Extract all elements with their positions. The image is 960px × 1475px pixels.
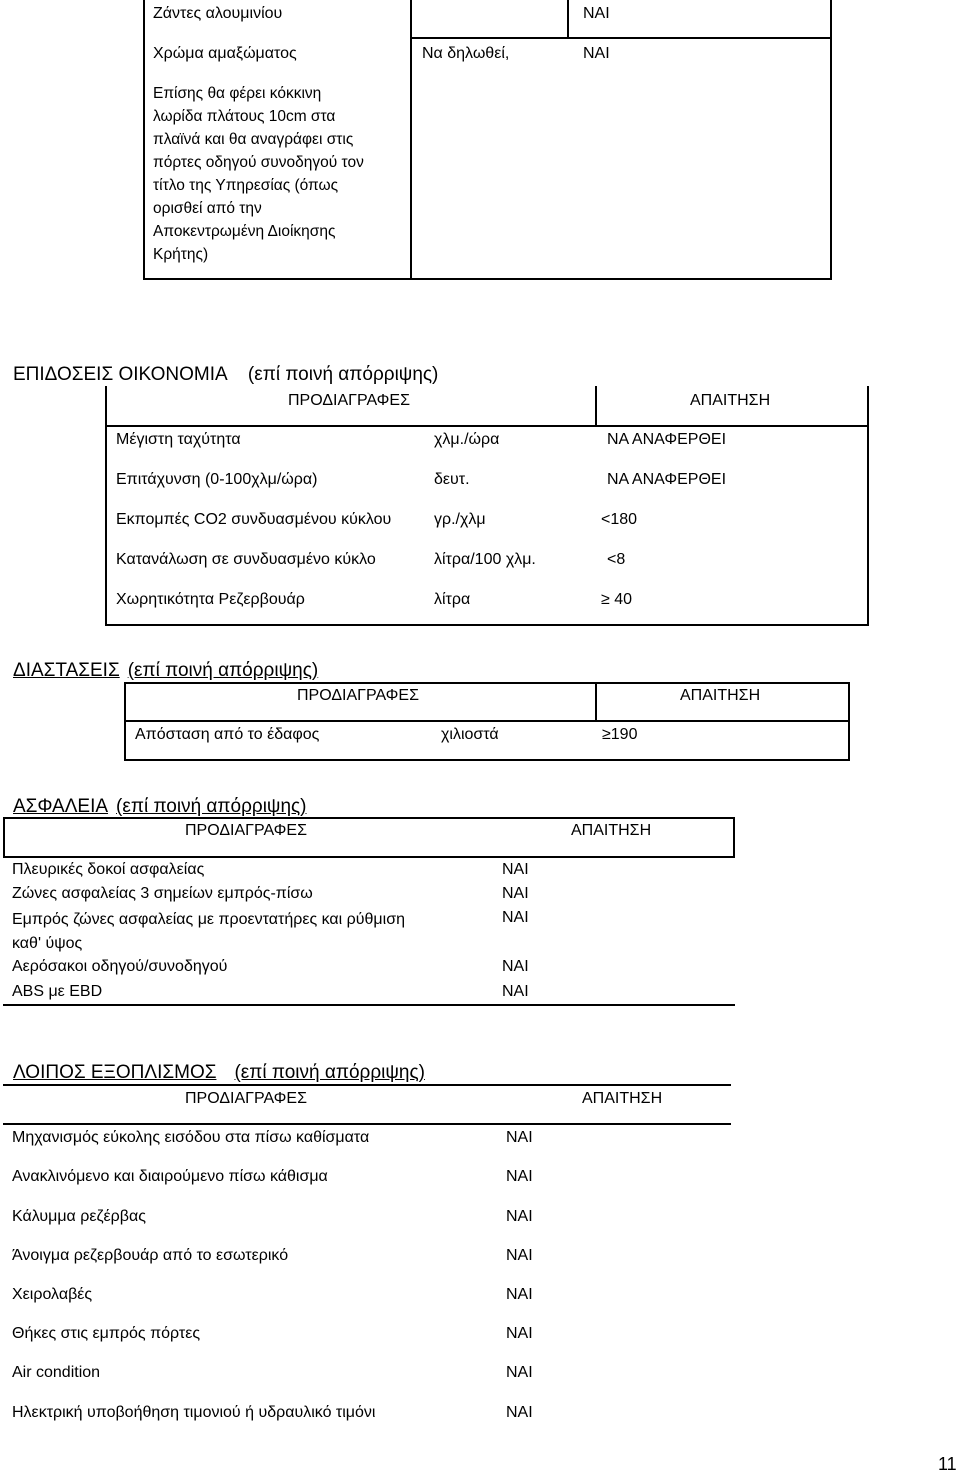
top-row-2-value: ΝΑΙ bbox=[583, 45, 610, 62]
economy-header-divider bbox=[105, 425, 869, 427]
economy-title: ΕΠΙΔΟΣΕΙΣ ΟΙΚΟΝΟΜΙΑ bbox=[13, 364, 227, 385]
economy-row-unit: λίτρα bbox=[434, 591, 471, 608]
safety-body-top-line bbox=[3, 856, 735, 857]
equipment-row-req: ΝΑΙ bbox=[506, 1404, 533, 1421]
equipment-row-spec: Άνοιγμα ρεζερβουάρ από το εσωτερικό bbox=[12, 1247, 289, 1264]
safety-row-req: ΝΑΙ bbox=[502, 983, 529, 1000]
economy-header-vdivider bbox=[595, 386, 597, 426]
safety-row-spec: Ζώνες ασφαλείας 3 σημείων εμπρός-πίσω bbox=[12, 885, 313, 902]
top-row-3-spec bbox=[153, 82, 364, 266]
top-row-3-line: ορισθεί από την bbox=[153, 200, 262, 217]
equipment-title: ΛΟΙΠΟΣ ΕΞΟΠΛΙΣΜΟΣ bbox=[13, 1062, 217, 1083]
equipment-row-spec: Ανακλινόμενο και διαιρούμενο πίσω κάθισμα bbox=[12, 1168, 328, 1185]
equipment-row-spec: Μηχανισμός εύκολης εισόδου στα πίσω καθίσματα bbox=[12, 1129, 370, 1146]
safety-title-note: (επί ποινή απόρριψης) bbox=[116, 796, 307, 817]
economy-row: Μέγιστη ταχύτητα bbox=[116, 431, 241, 448]
dimensions-row-spec: Απόσταση από το έδαφος bbox=[135, 726, 320, 743]
safety-body-bottom-line bbox=[3, 1004, 735, 1006]
economy-row: Χωρητικότητα Ρεζερβουάρ bbox=[116, 591, 305, 608]
equipment-row-req: ΝΑΙ bbox=[506, 1208, 533, 1225]
equipment-row-req: ΝΑΙ bbox=[506, 1364, 533, 1381]
safety-header-spec: ΠΡΟΔΙΑΓΡΑΦΕΣ bbox=[185, 822, 307, 839]
safety-row-spec-line: καθ' ύψος bbox=[12, 935, 83, 952]
equipment-row-req: ΝΑΙ bbox=[506, 1168, 533, 1185]
economy-row: Επιτάχυνση (0-100χλμ/ώρα) bbox=[116, 471, 318, 488]
top-row-3-line: λωρίδα πλάτους 10cm στα bbox=[153, 108, 336, 125]
economy-row-req: <180 bbox=[601, 511, 638, 528]
top-row-1-spec: Ζάντες αλουμινίου bbox=[153, 5, 283, 22]
safety-row-req: ΝΑΙ bbox=[502, 861, 529, 878]
top-row-2-note: Να δηλωθεί, bbox=[422, 45, 510, 62]
top-row-3-line: Επίσης θα φέρει κόκκινη bbox=[153, 85, 322, 102]
top-table-col-divider-1 bbox=[410, 0, 412, 280]
top-table-row-divider bbox=[412, 37, 830, 39]
dimensions-header-req: ΑΠΑΙΤΗΣΗ bbox=[680, 687, 761, 704]
equipment-header-req: ΑΠΑΙΤΗΣΗ bbox=[582, 1090, 663, 1107]
dimensions-row-req: ≥190 bbox=[602, 726, 638, 743]
economy-row-req: <8 bbox=[607, 551, 626, 568]
safety-row-req: ΝΑΙ bbox=[502, 909, 529, 926]
top-row-3-line: πόρτες οδηγού συνοδηγού τον bbox=[153, 154, 364, 171]
economy-title-note: (επί ποινή απόρριψης) bbox=[247, 364, 439, 385]
equipment-row-req: ΝΑΙ bbox=[506, 1325, 533, 1342]
top-row-3-line: τίτλο της Υπηρεσίας (όπως bbox=[153, 177, 339, 194]
safety-row-spec-line: Εμπρός ζώνες ασφαλείας με προεντατήρες και ρύθμιση bbox=[12, 911, 405, 928]
page-number: 11 bbox=[938, 1454, 957, 1474]
equipment-row-req: ΝΑΙ bbox=[506, 1129, 533, 1146]
safety-header-req: ΑΠΑΙΤΗΣΗ bbox=[571, 822, 652, 839]
equipment-row-spec: Θήκες στις εμπρός πόρτες bbox=[12, 1325, 201, 1342]
economy-header-spec: ΠΡΟΔΙΑΓΡΑΦΕΣ bbox=[288, 392, 410, 409]
dimensions-header-spec: ΠΡΟΔΙΑΓΡΑΦΕΣ bbox=[297, 687, 419, 704]
safety-row-spec: ABS με EBD bbox=[12, 983, 103, 1000]
dimensions-row-unit: χιλιοστά bbox=[441, 726, 499, 743]
top-row-2-spec: Χρώμα αμαξώματος bbox=[153, 45, 297, 62]
economy-row-req: ≥ 40 bbox=[601, 591, 633, 608]
economy-row: Εκπομπές CO2 συνδυασμένου κύκλου bbox=[116, 511, 392, 528]
safety-row-req: ΝΑΙ bbox=[502, 885, 529, 902]
economy-heading bbox=[13, 363, 438, 387]
dimensions-title: ΔΙΑΣΤΑΣΕΙΣ bbox=[13, 660, 120, 681]
equipment-title-note: (επί ποινή απόρριψης) bbox=[234, 1062, 425, 1083]
top-row-3-line: πλαϊνά και θα αναγράφει στις bbox=[153, 131, 354, 148]
top-row-3-line: Αποκεντρωμένη Διοίκησης bbox=[153, 223, 336, 240]
economy-row: Κατανάλωση σε συνδυασμένο κύκλο bbox=[116, 551, 376, 568]
equipment-row-spec: Air condition bbox=[12, 1364, 101, 1381]
safety-row-spec: Αερόσακοι οδηγού/συνοδηγού bbox=[12, 958, 228, 975]
top-row-1-value: ΝΑΙ bbox=[583, 5, 610, 22]
equipment-row-spec: Ηλεκτρική υποβοήθηση τιμονιού ή υδραυλικό τιμόνι bbox=[12, 1404, 376, 1421]
economy-row-req: ΝΑ ΑΝΑΦΕΡΘΕΙ bbox=[607, 471, 727, 488]
safety-row-spec: Πλευρικές δοκοί ασφαλείας bbox=[12, 861, 205, 878]
safety-row-spec bbox=[12, 908, 405, 956]
economy-row-unit: χλμ./ώρα bbox=[434, 431, 500, 448]
dimensions-title-note: (επί ποινή απόρριψης) bbox=[127, 660, 319, 681]
equipment-row-spec: Κάλυμμα ρεζέρβας bbox=[12, 1208, 146, 1225]
dimensions-header-top bbox=[124, 682, 850, 684]
equipment-heading bbox=[13, 1061, 425, 1085]
economy-row-unit: λίτρα/100 χλμ. bbox=[434, 551, 536, 568]
economy-row-unit: γρ./χλμ bbox=[434, 511, 486, 528]
economy-row-req: ΝΑ ΑΝΑΦΕΡΘΕΙ bbox=[607, 431, 727, 448]
equipment-row-req: ΝΑΙ bbox=[506, 1247, 533, 1264]
equipment-header-spec: ΠΡΟΔΙΑΓΡΑΦΕΣ bbox=[185, 1090, 307, 1107]
dimensions-heading bbox=[13, 659, 318, 683]
safety-row-req: ΝΑΙ bbox=[502, 958, 529, 975]
safety-title: ΑΣΦΑΛΕΙΑ bbox=[13, 796, 109, 817]
equipment-row-req: ΝΑΙ bbox=[506, 1286, 533, 1303]
economy-header-req: ΑΠΑΙΤΗΣΗ bbox=[690, 392, 771, 409]
safety-heading bbox=[13, 795, 307, 819]
economy-row-unit: δευτ. bbox=[434, 471, 470, 488]
dimensions-header-vdivider bbox=[595, 682, 597, 721]
top-table-col-divider-2 bbox=[567, 0, 569, 38]
top-row-3-line: Κρήτης) bbox=[153, 246, 209, 263]
equipment-row-spec: Χειρολαβές bbox=[12, 1286, 93, 1303]
dimensions-header-divider bbox=[124, 720, 850, 722]
